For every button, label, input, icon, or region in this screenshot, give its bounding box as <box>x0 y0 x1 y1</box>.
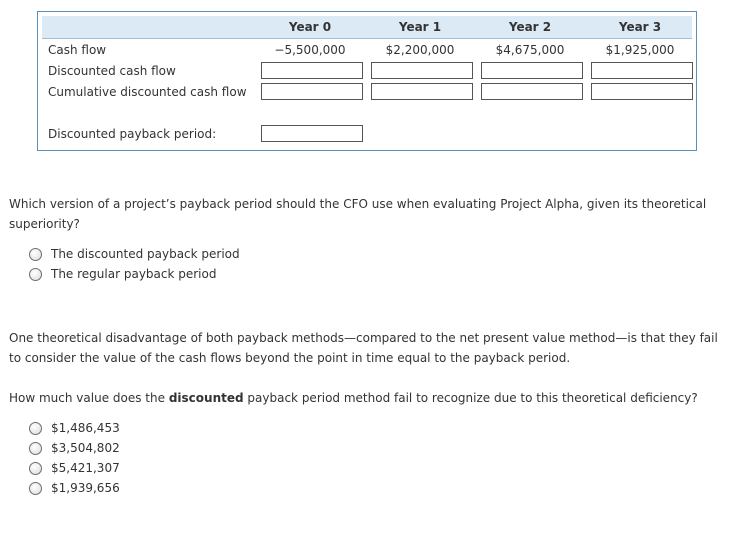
radio-option-regular-payback[interactable] <box>29 266 216 282</box>
discounted-cash-flow-year-2-input[interactable] <box>481 62 583 79</box>
question-2-emphasis: discounted <box>168 391 244 405</box>
header-year-0: Year 0 <box>288 20 332 34</box>
radio-button[interactable] <box>29 442 42 455</box>
header-year-2: Year 2 <box>508 20 552 34</box>
row-label-cash-flow: Cash flow <box>48 43 107 57</box>
cumulative-discounted-cash-flow-year-3-input[interactable] <box>591 83 693 100</box>
discounted-cash-flow-year-1-input[interactable] <box>371 62 473 79</box>
radio-button[interactable] <box>29 462 42 475</box>
discounted-cash-flow-year-0-input[interactable] <box>261 62 363 79</box>
radio-option-value-3[interactable] <box>29 460 120 476</box>
row-label-cumulative-discounted-cash-flow: Cumulative discounted cash flow <box>48 85 247 99</box>
cumulative-discounted-cash-flow-year-1-input[interactable] <box>371 83 473 100</box>
cash-flow-table <box>37 11 697 151</box>
question-2-prefix: How much value does the <box>9 391 169 405</box>
radio-option-value-2[interactable] <box>29 440 120 456</box>
cumulative-discounted-cash-flow-year-2-input[interactable] <box>481 83 583 100</box>
header-year-3: Year 3 <box>618 20 662 34</box>
radio-button[interactable] <box>29 422 42 435</box>
cash-flow-year-0: −5,500,000 <box>274 43 346 57</box>
discounted-payback-period-input[interactable] <box>261 125 363 142</box>
header-year-1: Year 1 <box>398 20 442 34</box>
cash-flow-year-3: $1,925,000 <box>605 43 675 57</box>
row-label-discounted-cash-flow: Discounted cash flow <box>48 64 176 78</box>
discounted-payback-period-label: Discounted payback period: <box>48 127 217 141</box>
cash-flow-year-2: $4,675,000 <box>495 43 565 57</box>
radio-option-label: The regular payback period <box>51 267 217 281</box>
radio-option-label: $1,939,656 <box>51 481 120 495</box>
question-2-suffix: payback period method fail to recognize due to this theoretical deficiency? <box>243 391 698 405</box>
disadvantage-text: One theoretical disadvantage of both payback methods—compared to the net present value method—is that they fail to consider the value of the cash flows beyond the point in time equal to the payback period. <box>9 331 718 365</box>
radio-option-label: $1,486,453 <box>51 421 120 435</box>
radio-option-value-1[interactable] <box>29 420 120 436</box>
radio-button[interactable] <box>29 248 42 261</box>
radio-option-label: The discounted payback period <box>51 247 240 261</box>
question-1-text: Which version of a project’s payback period should the CFO use when evaluating Project Alpha, given its theoretical superiority? <box>9 197 707 231</box>
radio-button[interactable] <box>29 268 42 281</box>
question-2-text <box>9 388 731 408</box>
radio-option-value-4[interactable] <box>29 480 120 496</box>
cash-flow-year-1: $2,200,000 <box>385 43 455 57</box>
radio-button[interactable] <box>29 482 42 495</box>
radio-option-label: $3,504,802 <box>51 441 120 455</box>
radio-option-label: $5,421,307 <box>51 461 120 475</box>
cumulative-discounted-cash-flow-year-0-input[interactable] <box>261 83 363 100</box>
radio-option-discounted-payback[interactable] <box>29 246 240 262</box>
discounted-cash-flow-year-3-input[interactable] <box>591 62 693 79</box>
